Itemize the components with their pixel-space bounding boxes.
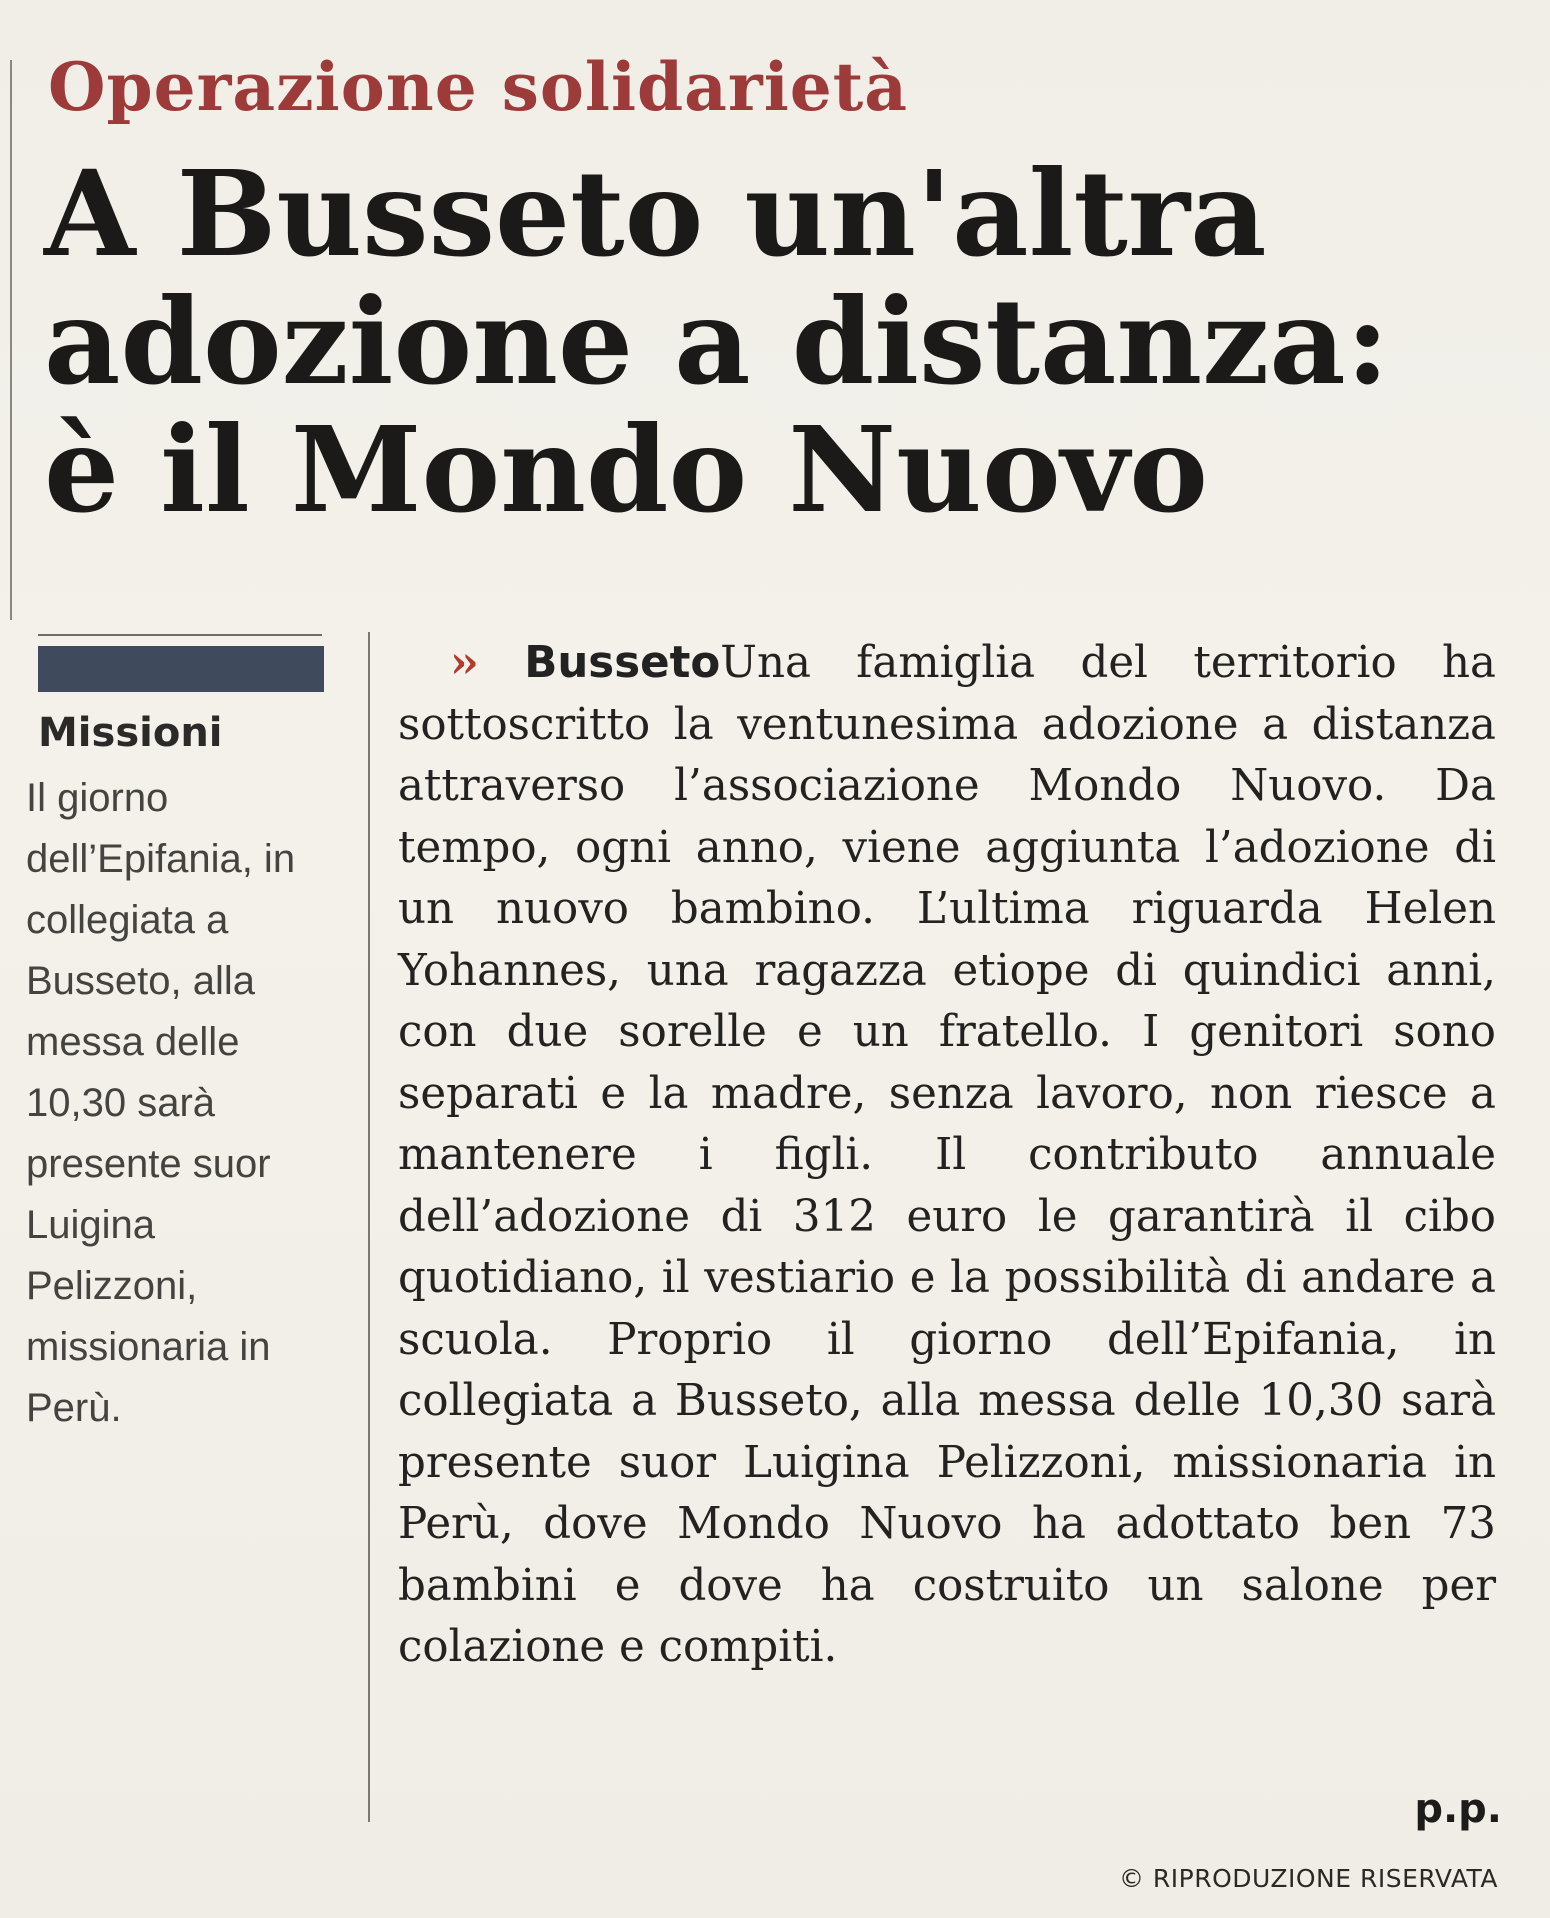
- body-text: Una famiglia del territorio ha sottoscritto la ventunesima adozione a distanza attraverso l’associazione Mondo Nuovo. Da tempo, ogni anno, viene aggiunta l’adozione di un nuovo bambino. L’ultima riguarda Helen Yohannes, una ragazza etiope di quindici anni, con due sorelle e un fratello. I genitori sono separati e la madre, senza lavoro, non riesce a mantenere i figli. Il contributo annuale dell’adozione di 312 euro le garantirà il cibo quotidiano, il vestiario e la possibilità di andare a scuola. Proprio il giorno dell’Epifania, in collegiata a Busseto, alla messa delle 10,30 sarà presente suor Luigina Pelizzoni, missionaria in Perù, dove Mondo Nuovo ha adottato ben 73 bambini e dove ha costruito un salone per colazione e compiti.: [398, 638, 1496, 1672]
- headline-line: è il Mondo Nuovo: [44, 400, 1208, 539]
- left-margin-rule: [10, 60, 12, 620]
- copyright-notice: © RIPRODUZIONE RISERVATA: [1118, 1864, 1498, 1893]
- sidebar-top-rule: [38, 634, 322, 636]
- headline: [44, 144, 1390, 539]
- article-body: [398, 632, 1496, 1679]
- sidebar-color-bar: [38, 646, 324, 692]
- chevron-icon: ››: [450, 637, 473, 688]
- headline-line: A Busseto un'altra: [44, 144, 1267, 283]
- author-signature: p.p.: [1414, 1786, 1502, 1832]
- column-divider: [368, 632, 370, 1822]
- sidebar-label: Missioni: [38, 710, 223, 756]
- dateline: Busseto: [524, 638, 721, 688]
- headline-line: adozione a distanza:: [44, 272, 1390, 411]
- sidebar-text: Il giorno dell’Epifania, in collegiata a Busseto, alla messa delle 10,30 sarà presente suor Luigina Pelizzoni, missionaria in Perù.: [26, 776, 296, 1430]
- kicker: Operazione solidarietà: [48, 48, 909, 126]
